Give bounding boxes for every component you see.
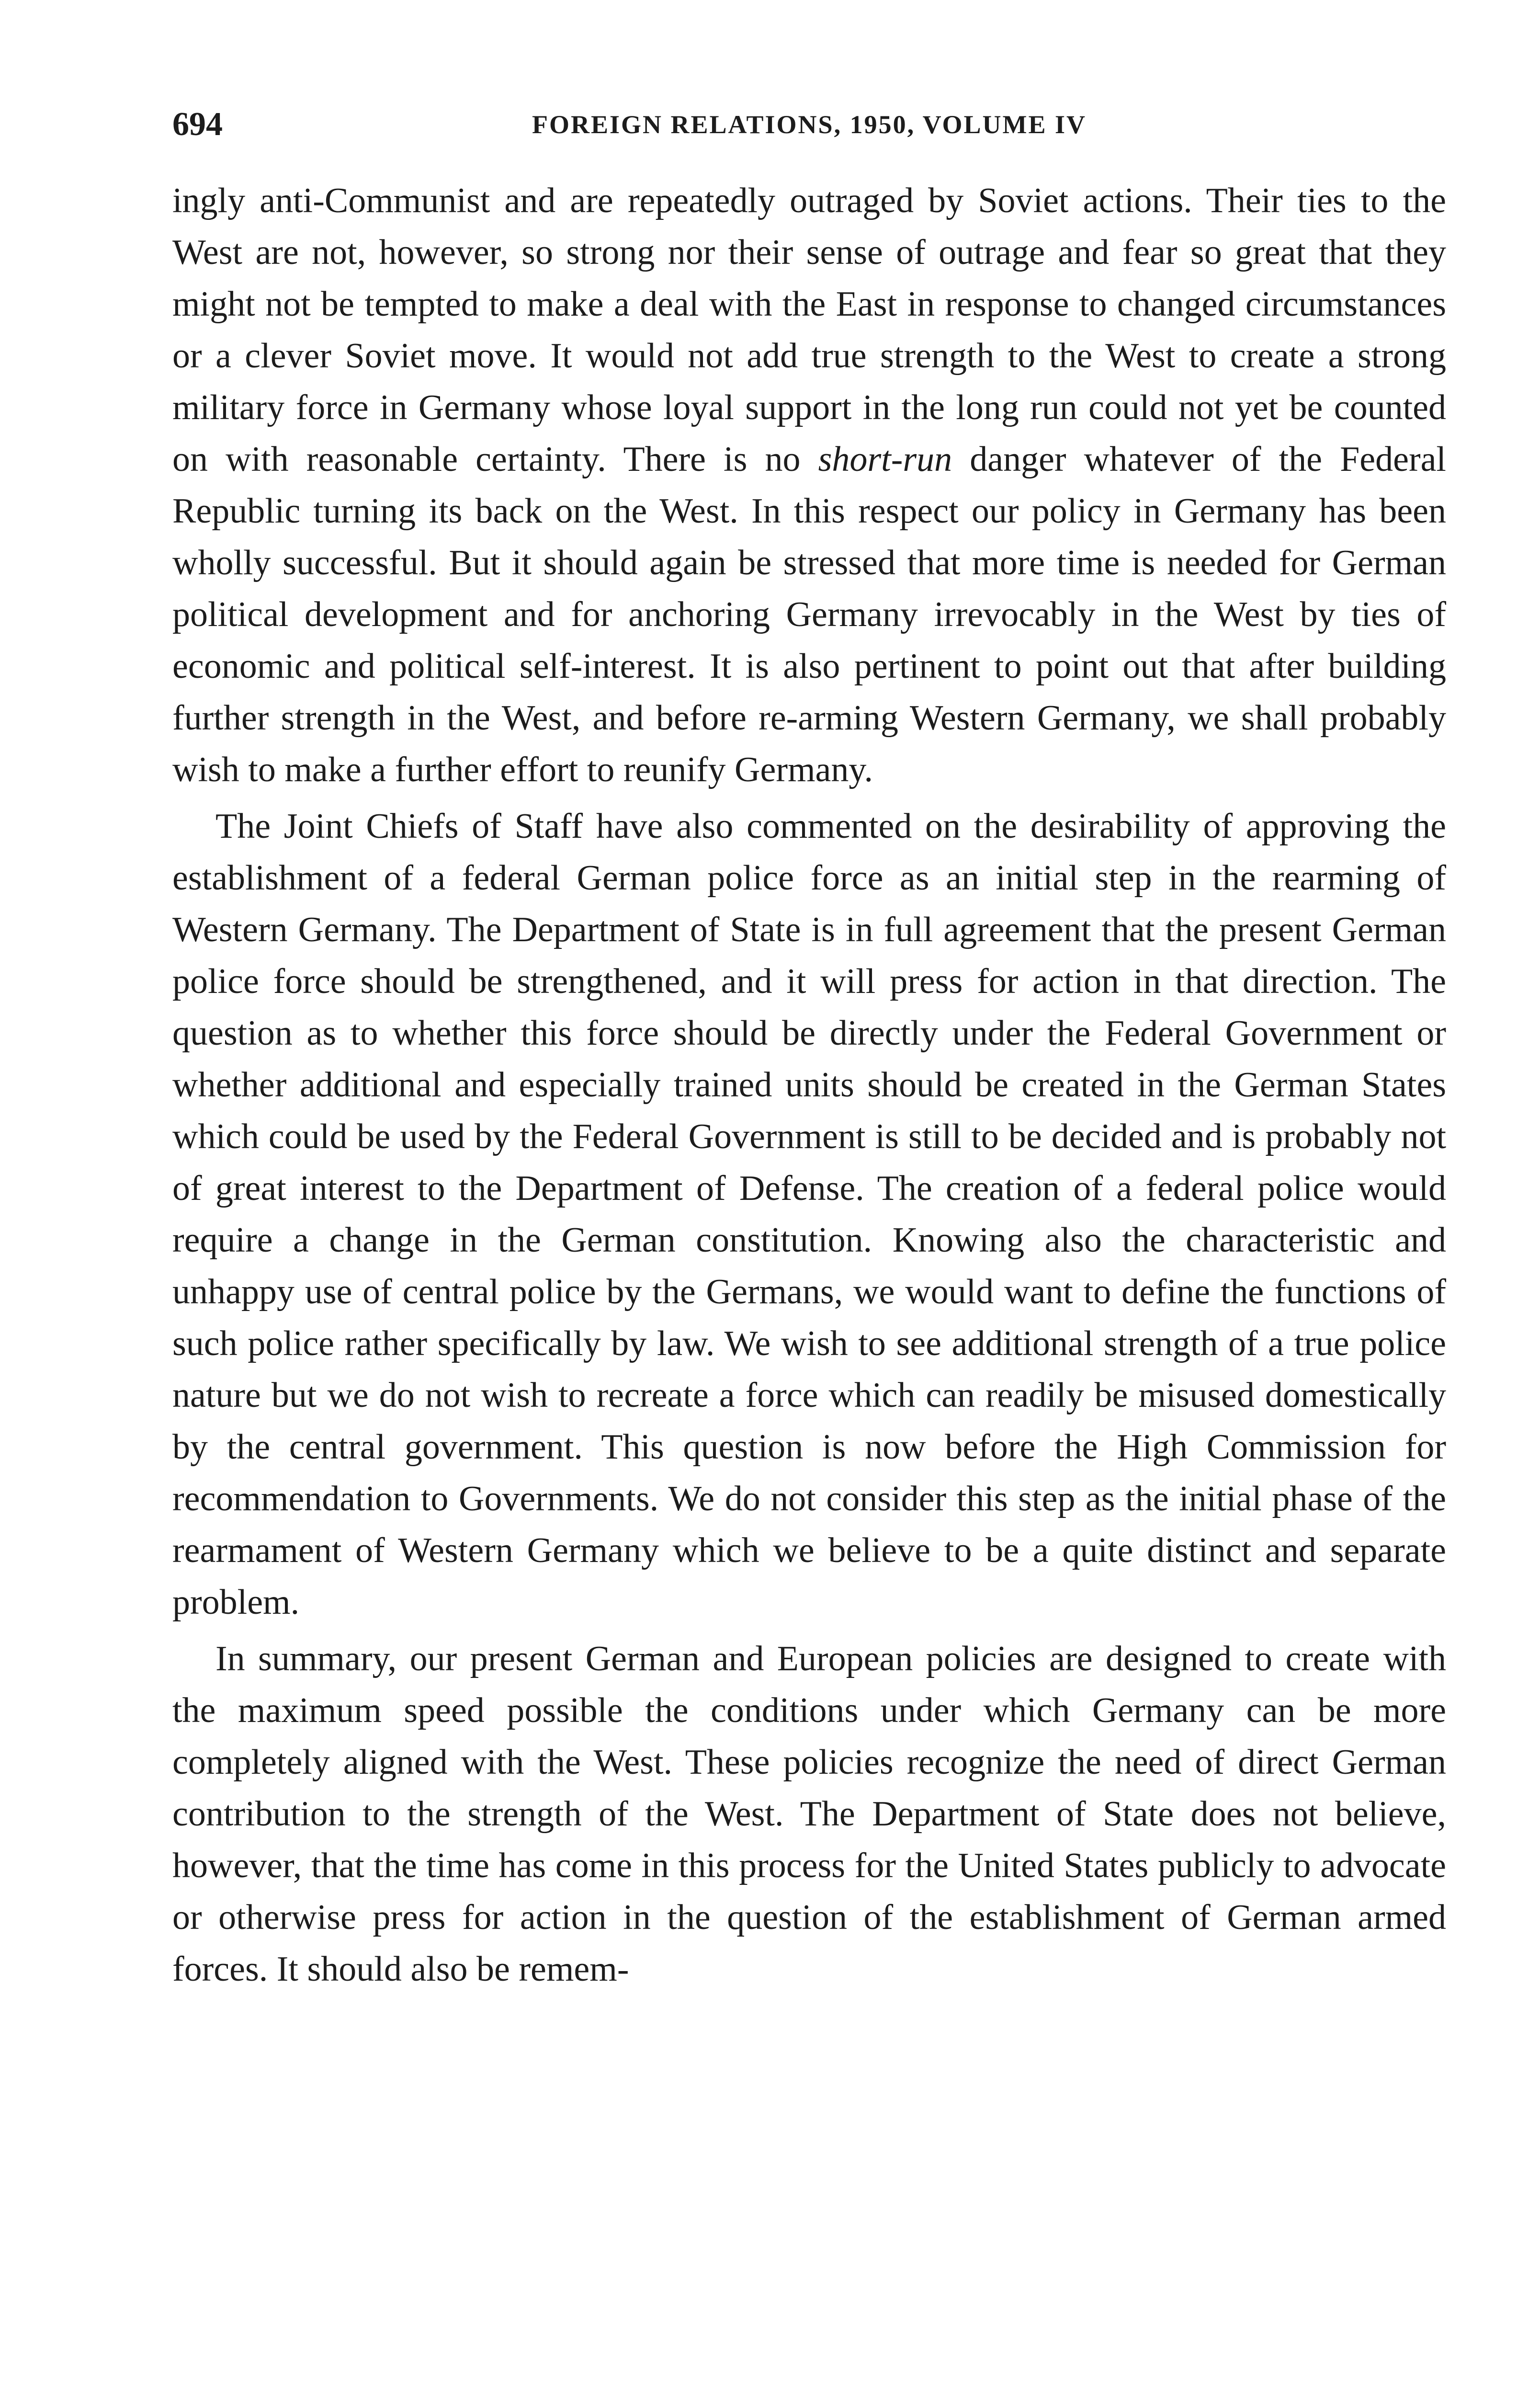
paragraph-continuation (172, 175, 1446, 796)
paragraph-summary: In summary, our present German and European policies are designed to create with the maximum speed possible the conditions under which Germany can be more completely aligned with the West. These policies recognize the need of direct German contribution to the strength of the West. The Department of State does not believe, however, that the time has come in this process for the United States publicly to advocate or otherwise press for action in the question of the establishment of German armed forces. It should also be remem- (172, 1639, 1446, 1989)
running-head (172, 103, 1446, 156)
paragraph-text: ingly anti-Communist and are repeatedly outraged by Soviet actions. Their ties to the West are not, however, so strong nor their sense of outrage and fear so great that they might not be tempted to make a deal with the East in response to changed circumstances or a clever Soviet move. It would not add true strength to the West to create a strong military force in Germany whose loyal support in the long run could not yet be counted on with reasonable certainty. There is no (172, 181, 1446, 479)
body-text (172, 175, 1446, 1995)
emphasized-text: short-run (818, 440, 952, 479)
paragraph-text: danger whatever of the Federal Republic turning its back on the West. In this respect our policy in Germany has been wholly successful. But it should again be stressed that more time is needed for German political development and for anchoring Germany irrevocably in the West by ties of economic and political self-interest. It is also pertinent to point out that after building further strength in the West, and before re-arming Western Germany, we shall probably wish to make a further effort to reunify Germany. (172, 440, 1446, 789)
running-title: FOREIGN RELATIONS, 1950, VOLUME IV (532, 110, 1087, 139)
document-page (172, 103, 1446, 1995)
paragraph-police-force: The Joint Chiefs of Staff have also commented on the desirability of approving the establishment of a federal German police force as an initial step in the rearming of Western Germany. The Department of State is in full agreement that the present German police force should be strengthened, and it will press for action in that direction. The question as to whether this force should be directly under the Federal Government or whether additional and especially trained units should be created in the German States which could be used by the Federal Government is still to be decided and is probably not of great interest to the Department of Defense. The creation of a federal police would require a change in the German constitution. Knowing also the characteristic and unhappy use of central police by the Germans, we would want to define the functions of such police rather specifically by law. We wish to see additional strength of a true police nature but we do not wish to recreate a force which can readily be misused domestically by the central government. This question is now before the High Commission for recommendation to Governments. We do not consider this step as the initial phase of the rearmament of Western Germany which we believe to be a quite distinct and separate problem. (172, 807, 1446, 1622)
page-number: 694 (172, 106, 223, 143)
